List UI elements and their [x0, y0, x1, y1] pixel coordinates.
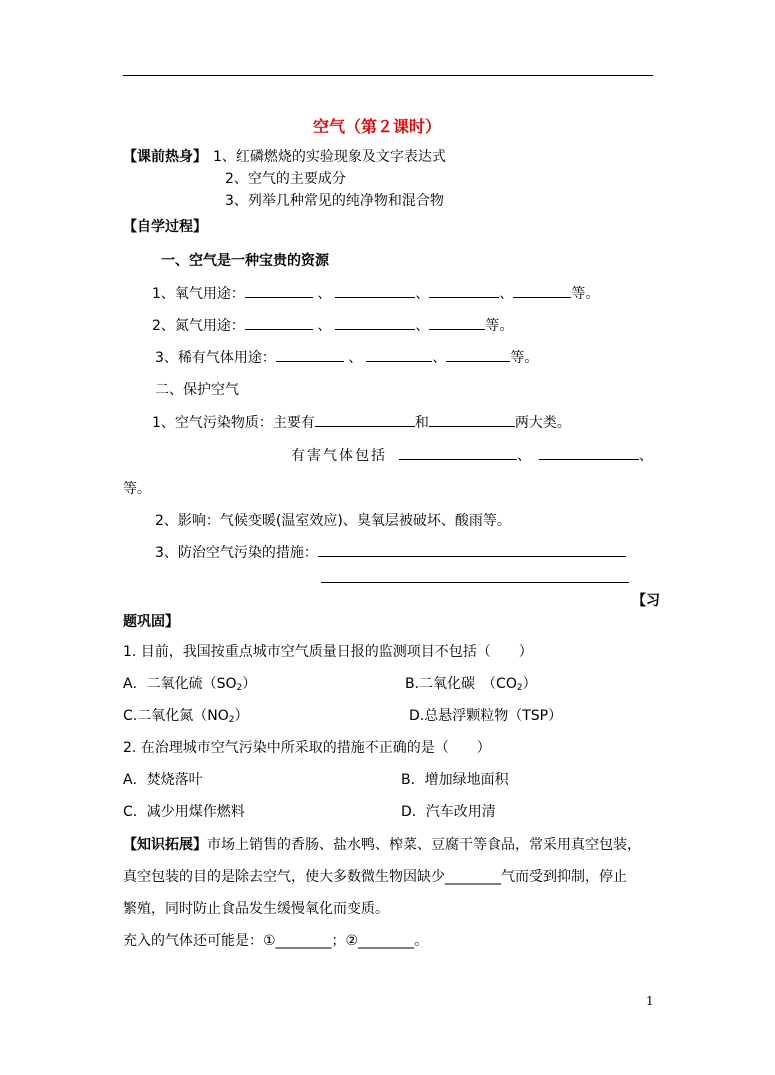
separator: 、 [432, 350, 447, 366]
q1-option-c[interactable] [123, 705, 248, 725]
harmful-gas-label: 有害气体包括 [291, 448, 387, 464]
section-1-heading: 一、空气是一种宝贵的资源 [161, 253, 329, 269]
oxygen-blank-1[interactable] [245, 283, 313, 298]
measures-line [155, 542, 626, 562]
q1-option-b[interactable] [405, 673, 537, 693]
measures-blank-1[interactable] [318, 542, 626, 557]
measures-blank-2[interactable] [321, 568, 629, 583]
subscript: 2 [228, 715, 235, 725]
q1-option-d[interactable]: D.总悬浮颗粒物（TSP） [409, 708, 563, 724]
noble-gas-uses-line [155, 347, 538, 367]
nitrogen-blank-1[interactable] [245, 315, 313, 330]
warmup-item-2: 2、空气的主要成分 [225, 171, 346, 187]
page-number: 1 [646, 994, 654, 1008]
extension-blank[interactable]: ________ [445, 869, 501, 885]
noble-gas-uses-label: 3、稀有气体用途： [155, 350, 276, 366]
extension-line-3: 繁殖，同时防止食品发生缓慢氧化而变质。 [123, 901, 389, 917]
pollutants-line [152, 412, 571, 432]
close-paren: ） [234, 708, 249, 724]
etc-text: 等。 [510, 350, 539, 366]
nitrogen-blank-2[interactable] [335, 315, 415, 330]
q1-option-c-text: C.二氧化氮（NO [123, 708, 229, 724]
warmup-item-1: 1、红磷燃烧的实验现象及文字表达式 [213, 149, 446, 165]
harmful-blank-2[interactable] [539, 445, 639, 460]
section-2-heading: 二、保护空气 [155, 382, 239, 398]
and-text: 和 [414, 415, 429, 431]
q1-option-a[interactable] [123, 673, 256, 693]
self-study-label: 【自学过程】 [123, 219, 207, 235]
separator: 、 [639, 448, 655, 464]
q2-option-c[interactable]: C．减少用煤作燃料 [123, 804, 245, 820]
q2-option-b[interactable]: B．增加绿地面积 [401, 772, 509, 788]
oxygen-blank-4[interactable] [513, 283, 571, 298]
nitrogen-blank-3[interactable] [429, 315, 485, 330]
extension-line-1 [123, 834, 641, 854]
q2-option-a[interactable]: A．焚烧落叶 [123, 772, 203, 788]
q1-option-a-text: A．二氧化硫（SO [123, 676, 237, 692]
harmful-blank-1[interactable] [399, 445, 517, 460]
noble-blank-1[interactable] [276, 347, 344, 362]
extension-text-2a: 真空包装的目的是除去空气，使大多数微生物因缺少 [123, 869, 445, 885]
close-paren: ） [522, 676, 537, 692]
close-paren: ） [242, 676, 257, 692]
question-2: 2. 在治理城市空气污染中所采取的措施不正确的是（ ） [123, 740, 491, 756]
extension-line-4: 充入的气体还可能是：①________；②________。 [123, 933, 429, 949]
noble-blank-2[interactable] [366, 347, 432, 362]
extension-line-2 [123, 866, 627, 886]
oxygen-uses-line [152, 283, 599, 303]
warmup-label: 【课前热身】 [123, 149, 207, 165]
separator: 、 [415, 286, 430, 302]
separator: 、 [312, 318, 332, 334]
two-types-text: 两大类。 [514, 415, 571, 431]
extension-text-2b: 气而受到抑制，停止 [501, 869, 627, 885]
practice-label-part-2: 题巩固】 [123, 614, 179, 630]
header-rule [123, 75, 653, 76]
q1-option-b-text: B.二氧化碳 （CO [405, 676, 517, 692]
separator: 、 [343, 350, 363, 366]
warmup-item-3: 3、列举几种常见的纯净物和混合物 [225, 193, 444, 209]
etc-text: 等。 [571, 286, 600, 302]
etc-text: 等。 [485, 318, 514, 334]
pollutants-label: 1、空气污染物质：主要有 [152, 415, 315, 431]
subscript: 2 [516, 683, 523, 693]
page-title: 空气（第２课时） [313, 117, 442, 136]
separator: 、 [312, 286, 332, 302]
nitrogen-uses-line [152, 315, 513, 335]
question-1: 1. 目前，我国按重点城市空气质量日报的监测项目不包括（ ） [123, 644, 533, 660]
oxygen-uses-label: 1、氧气用途： [152, 286, 245, 302]
etc-wrap-text: 等。 [123, 481, 151, 497]
separator: 、 [499, 286, 514, 302]
extension-text-1: 市场上销售的香肠、盐水鸭、榨菜、豆腐干等食品，常采用真空包装， [207, 837, 641, 853]
subscript: 2 [236, 683, 243, 693]
noble-blank-3[interactable] [446, 347, 510, 362]
separator: 、 [517, 448, 533, 464]
pollutants-blank-2[interactable] [429, 412, 515, 427]
separator: 、 [415, 318, 430, 334]
harmful-gas-line [291, 445, 655, 465]
q2-option-d[interactable]: D．汽车改用清 [401, 804, 496, 820]
oxygen-blank-3[interactable] [429, 283, 499, 298]
measures-label: 3、防治空气污染的措施： [155, 545, 318, 561]
oxygen-blank-2[interactable] [335, 283, 415, 298]
pollutants-blank-1[interactable] [315, 412, 415, 427]
effects-text: 2、影响：气候变暖(温室效应)、臭氧层被破坏、酸雨等。 [155, 513, 511, 529]
nitrogen-uses-label: 2、氮气用途： [152, 318, 245, 334]
extension-label: 【知识拓展】 [123, 837, 207, 853]
practice-label-part-1: 【习 [632, 593, 660, 609]
